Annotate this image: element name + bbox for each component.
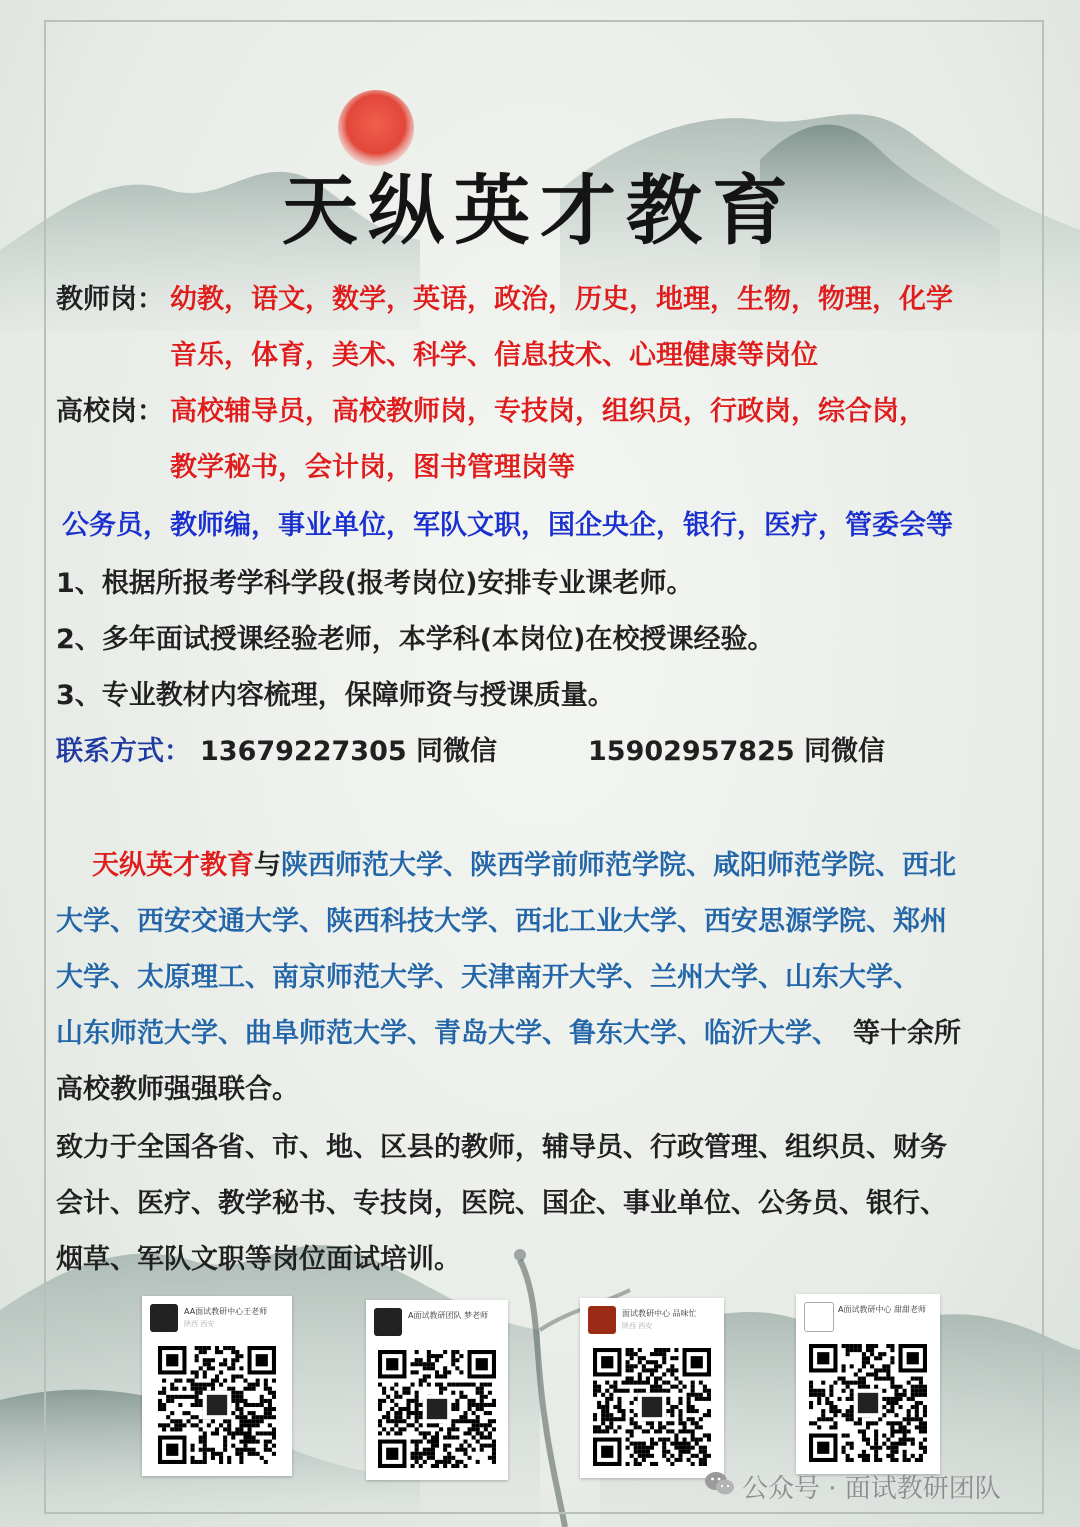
qr-contact-name: A面试教研团队 梦老师 — [408, 1311, 489, 1320]
qr-card-4[interactable] — [796, 1294, 940, 1474]
qr-card-2[interactable] — [366, 1300, 508, 1480]
poster-title: 天纵英才教育 — [282, 166, 798, 255]
avatar — [804, 1302, 834, 1332]
qr-card-header — [374, 1308, 500, 1340]
point-1: 1、根据所报考学科学段(报考岗位)安排专业课老师。 — [56, 568, 694, 599]
qr-contact-location: 陕西 西安 — [622, 1322, 653, 1330]
teacher-subjects-line2: 音乐，体育，美术、科学、信息技术、心理健康等岗位 — [170, 340, 818, 371]
teacher-label: 教师岗： — [56, 284, 164, 315]
mission-line-1: 致力于全国各省、市、地、区县的教师，辅导员、行政管理、组织员、财务 — [56, 1132, 947, 1163]
contact-phone-1: 13679227305 同微信 — [200, 736, 498, 767]
wechat-icon — [704, 1470, 736, 1498]
qr-code-icon — [593, 1348, 711, 1466]
qr-contact-name: 面试教研中心 品味忙 — [622, 1309, 697, 1318]
mission-line-2: 会计、医疗、教学秘书、专技岗，医院、国企、事业单位、公务员、银行、 — [56, 1188, 947, 1219]
mission-line-3: 烟草、军队文职等岗位面试培训。 — [56, 1244, 461, 1275]
avatar — [150, 1304, 178, 1332]
partners-brand: 天纵英才教育 — [92, 850, 254, 881]
qr-contact-name: AA面试教研中心王老师 — [184, 1307, 268, 1316]
partners-connector: 与 — [254, 850, 281, 881]
partners-universities-1: 陕西师范大学、陕西学前师范学院、咸阳师范学院、西北 — [281, 850, 956, 881]
public-positions-line: 公务员，教师编，事业单位，军队文职，国企央企，银行，医疗，管委会等 — [62, 510, 953, 541]
teacher-subjects-line1: 幼教，语文，数学，英语，政治，历史，地理，生物，物理，化学 — [170, 284, 953, 315]
qr-contact-name: A面试教研中心 甜甜老师 — [838, 1305, 927, 1314]
point-3: 3、专业教材内容梳理，保障师资与授课质量。 — [56, 680, 615, 711]
point-2: 2、多年面试授课经验老师，本学科(本岗位)在校授课经验。 — [56, 624, 775, 655]
qr-code-icon — [378, 1350, 496, 1468]
partners-count: 等十余所 — [853, 1018, 961, 1049]
contact-label: 联系方式： — [56, 736, 191, 767]
college-label: 高校岗： — [56, 396, 164, 427]
qr-card-1[interactable] — [142, 1296, 292, 1476]
watermark — [742, 1468, 1001, 1505]
avatar — [588, 1306, 616, 1334]
qr-card-3[interactable] — [580, 1298, 724, 1478]
qr-card-header — [588, 1306, 716, 1338]
partners-line-3: 大学、太原理工、南京师范大学、天津南开大学、兰州大学、山东大学、 — [56, 962, 920, 993]
partners-line-4 — [56, 1020, 961, 1047]
college-positions-line1: 高校辅导员，高校教师岗，专技岗，组织员，行政岗，综合岗， — [170, 396, 926, 427]
qr-contact-location: 陕西 西安 — [184, 1320, 215, 1328]
qr-card-header — [804, 1302, 932, 1334]
partners-line-5: 高校教师强强联合。 — [56, 1074, 299, 1105]
watermark-text: 公众号 · 面试教研团队 — [742, 1474, 1001, 1504]
partners-universities-4: 山东师范大学、曲阜师范大学、青岛大学、鲁东大学、临沂大学、 — [56, 1018, 839, 1049]
qr-code-icon — [809, 1344, 927, 1462]
qr-card-header — [150, 1304, 284, 1336]
college-positions-line2: 教学秘书，会计岗，图书管理岗等 — [170, 452, 575, 483]
avatar — [374, 1308, 402, 1336]
qr-code-icon — [158, 1346, 276, 1464]
contact-phone-2: 15902957825 同微信 — [588, 736, 886, 767]
partners-line-2: 大学、西安交通大学、陕西科技大学、西北工业大学、西安思源学院、郑州 — [56, 906, 947, 937]
partners-line-1 — [92, 852, 956, 879]
